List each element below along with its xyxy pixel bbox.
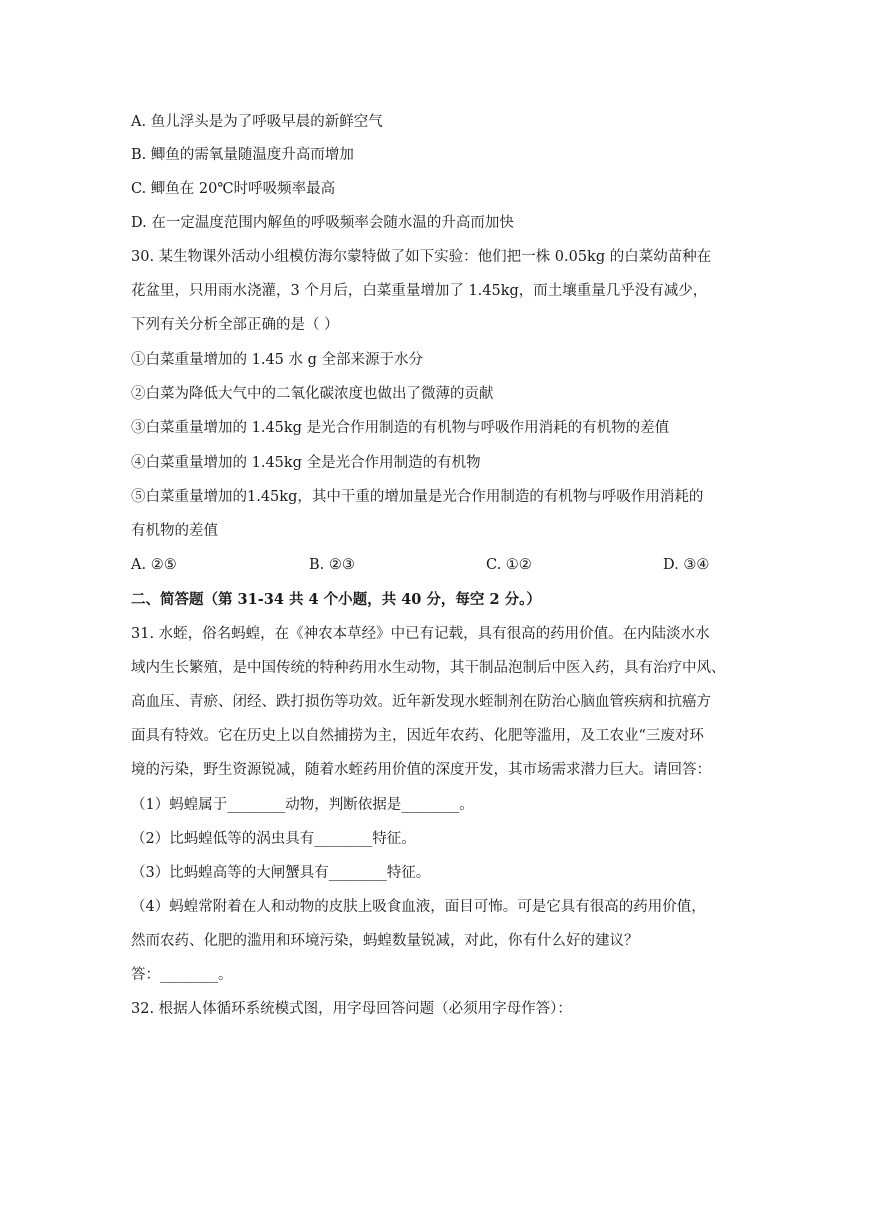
q31-paragraph-line-5: 境的污染，野生资源锐减，随着水蛭药用价值的深度开发，其市场需求潜力巨大。请回答：: [131, 762, 711, 778]
q30-option-b: B. ②③: [309, 557, 355, 573]
q29-option-b: B. 鲫鱼的需氧量随温度升高而增加: [131, 147, 354, 163]
q30-option-d: D. ③④: [663, 557, 710, 573]
q30-item-3: ③白菜重量增加的 1.45kg 是光合作用制造的有机物与呼吸作用消耗的有机物的差值: [131, 420, 670, 436]
q31-subquestion-4-line-1: （4）蚂蝗常附着在人和动物的皮肤上吸食血液，面目可怖。可是它具有很高的药用价值，: [131, 899, 706, 915]
q31-subquestion-1: （1）蚂蝗属于________动物，判断依据是________。: [131, 797, 474, 813]
q30-stem-line-2: 花盆里，只用雨水浇灌，3 个月后，白菜重量增加了 1.45kg，而土壤重量几乎没有减少，: [131, 283, 708, 299]
q29-option-a: A. 鱼儿浮头是为了呼吸早晨的新鲜空气: [131, 114, 383, 130]
q30-item-2: ②白菜为降低大气中的二氧化碳浓度也做出了微薄的贡献: [131, 386, 494, 402]
q30-option-c: C. ①②: [486, 557, 532, 573]
section-2-heading: 二、简答题（第 31-34 共 4 个小题，共 40 分，每空 2 分。）: [131, 591, 541, 608]
q31-paragraph-line-2: 域内生长繁殖，是中国传统的特种药用水生动物，其干制品泡制后中医入药，具有治疗中风、: [131, 660, 726, 676]
q31-paragraph-line-4: 面具有特效。它在历史上以自然捕捞为主，因近年农药、化肥等滥用，及工农业“三废对环: [131, 728, 704, 744]
q30-stem-line-1: 30. 某生物课外活动小组模仿海尔蒙特做了如下实验：他们把一株 0.05kg 的白菜幼苗种在: [131, 249, 712, 265]
q31-paragraph-line-3: 高血压、青瘀、闭经、跌打损伤等功效。近年新发现水蛭制剂在防治心脑血管疾病和抗癌方: [131, 694, 711, 710]
q29-option-c: C. 鲫鱼在 20℃时呼吸频率最高: [131, 181, 336, 197]
q30-item-4: ④白菜重量增加的 1.45kg 全是光合作用制造的有机物: [131, 455, 481, 471]
q30-item-5-line-2: 有机物的差值: [131, 523, 218, 539]
q30-item-5-line-1: ⑤白菜重量增加的1.45kg，其中干重的增加量是光合作用制造的有机物与呼吸作用消耗的: [131, 489, 704, 505]
q31-subquestion-3: （3）比蚂蝗高等的大闸蟹具有________特征。: [131, 865, 431, 881]
q31-paragraph-line-1: 31. 水蛭，俗名蚂蝗，在《神农本草经》中已有记载，具有很高的药用价值。在内陆淡水水: [131, 626, 710, 642]
q32-stem: 32. 根据人体循环系统模式图，用字母回答问题（必须用字母作答）：: [131, 1001, 572, 1017]
q31-subquestion-2: （2）比蚂蝗低等的涡虫具有________特征。: [131, 831, 416, 847]
q30-option-a: A. ②⑤: [131, 557, 177, 573]
q30-stem-line-3: 下列有关分析全部正确的是（ ）: [131, 317, 339, 333]
q31-subquestion-4-line-2: 然而农药、化肥的滥用和环境污染，蚂蝗数量锐减，对此，你有什么好的建议？: [131, 933, 639, 949]
q30-item-1: ①白菜重量增加的 1.45 水 g 全部来源于水分: [131, 352, 424, 368]
q29-option-d: D. 在一定温度范围内解鱼的呼吸频率会随水温的升高而加快: [131, 215, 514, 231]
q31-answer-line: 答：________。: [131, 967, 233, 983]
